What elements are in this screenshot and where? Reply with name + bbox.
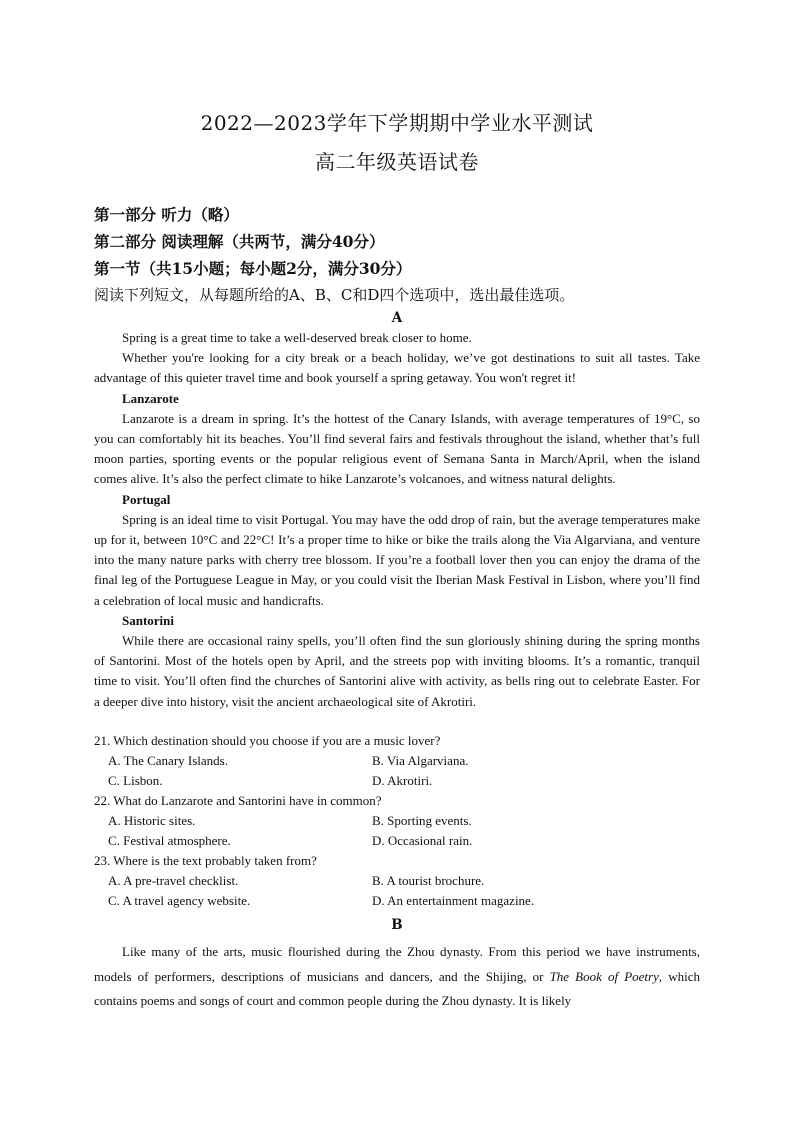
part-one-heading: 第一部分 听力（略）	[94, 205, 239, 224]
question-23	[94, 851, 714, 912]
section-one-heading: 第一节（共15小题；每小题2分，满分30分）	[94, 259, 412, 278]
question-21	[94, 731, 714, 792]
passage-a-letter: A	[391, 310, 403, 326]
question-options	[94, 811, 714, 851]
passage-b-paragraph	[94, 940, 700, 1014]
option-b: B. A tourist brochure.	[372, 873, 485, 889]
destination-heading-lanzarote: Lanzarote	[122, 390, 179, 406]
passage-a	[94, 328, 700, 712]
passage-a-paragraph: While there are occasional rainy spells, you’ll often find the sun gloriously shining during the spring months of Santorini. Most of the hotels open by April, and the streets pop with inviting blooms. It’s a romantic, tranquil time to visit. You’ll often find the churches of Santorini alive with activity, as bells ring out to celebrate Easter. For a deeper dive into history, visit the ancient archaeological site of Akrotiri.	[94, 633, 700, 709]
option-b: B. Sporting events.	[372, 813, 472, 829]
book-title: The Book of Poetry	[549, 968, 659, 984]
instruction-text: 阅读下列短文，从每题所给的A、B、C和D四个选项中，选出最佳选项。	[94, 286, 575, 304]
question-stem: 22. What do Lanzarote and Santorini have in common?	[94, 793, 382, 808]
option-c: C. Lisbon.	[108, 773, 163, 789]
part-two-heading: 第二部分 阅读理解（共两节，满分40分）	[94, 232, 385, 251]
question-options	[94, 751, 714, 791]
passage-a-paragraph: Lanzarote is a dream in spring. It’s the hottest of the Canary Islands, with average temperatures of 19°C, so you can comfortably hit its beaches. You’ll find several fairs and festivals throughout the island, whether that’s full moon parties, sporting events or the popular religious event of Semana Santa in March/April, when the island comes alive. It’s also the perfect climate to hike Lanzarote’s volcanoes, and witness natural delights.	[94, 410, 700, 487]
passage-b-text-end: , which contains poems and songs of court and common people during the Zhou dynasty. It is likely	[94, 968, 700, 1008]
option-a: A. Historic sites.	[108, 813, 196, 829]
question-options	[94, 871, 714, 911]
exam-subtitle: 高二年级英语试卷	[315, 150, 479, 174]
destination-heading-santorini: Santorini	[122, 612, 175, 628]
option-d: D. An entertainment magazine.	[372, 893, 535, 909]
passage-a-paragraph: Whether you're looking for a city break or a beach holiday, we’ve got destinations to suit all tastes. Take advantage of this quieter travel time and book yourself a spring getaway. You won't regret it!	[94, 350, 700, 386]
option-a: A. The Canary Islands.	[108, 753, 228, 769]
question-22	[94, 791, 714, 852]
destination-heading-portugal: Portugal	[122, 491, 171, 507]
option-d: D. Occasional rain.	[372, 833, 473, 849]
option-c: C. A travel agency website.	[108, 893, 251, 909]
question-stem: 21. Which destination should you choose if you are a music lover?	[94, 733, 441, 748]
option-a: A. A pre-travel checklist.	[108, 873, 239, 889]
option-d: D. Akrotiri.	[372, 773, 433, 789]
option-b: B. Via Algarviana.	[372, 753, 469, 769]
question-stem: 23. Where is the text probably taken from?	[94, 853, 317, 868]
exam-title: 2022—2023学年下学期期中学业水平测试	[200, 111, 594, 135]
passage-b-text-start: Like many of the arts, music flourished during the Zhou dynasty. From this period we have instruments, models of performers, descriptions of musicians and dancers, and the Shijing, or	[94, 944, 700, 984]
passage-a-paragraph: Spring is an ideal time to visit Portugal. You may have the odd drop of rain, but the average temperatures make up for it, between 10°C and 22°C! It’s a proper time to hike or bike the trails along the Via Algarviana, and venture into the many nature parks with cherry tree blossom. If you’re a football lover then you can enjoy the drama of the final leg of the Portuguese League in May, or you could visit the Iberian Mask Festival in Lisbon, where you’ll find a celebration of local music and handicrafts.	[94, 511, 701, 608]
passage-b	[94, 940, 700, 1014]
option-c: C. Festival atmosphere.	[108, 833, 231, 849]
passage-a-paragraph: Spring is a great time to take a well-deserved break closer to home.	[122, 330, 472, 345]
passage-b-letter: B	[391, 917, 403, 933]
